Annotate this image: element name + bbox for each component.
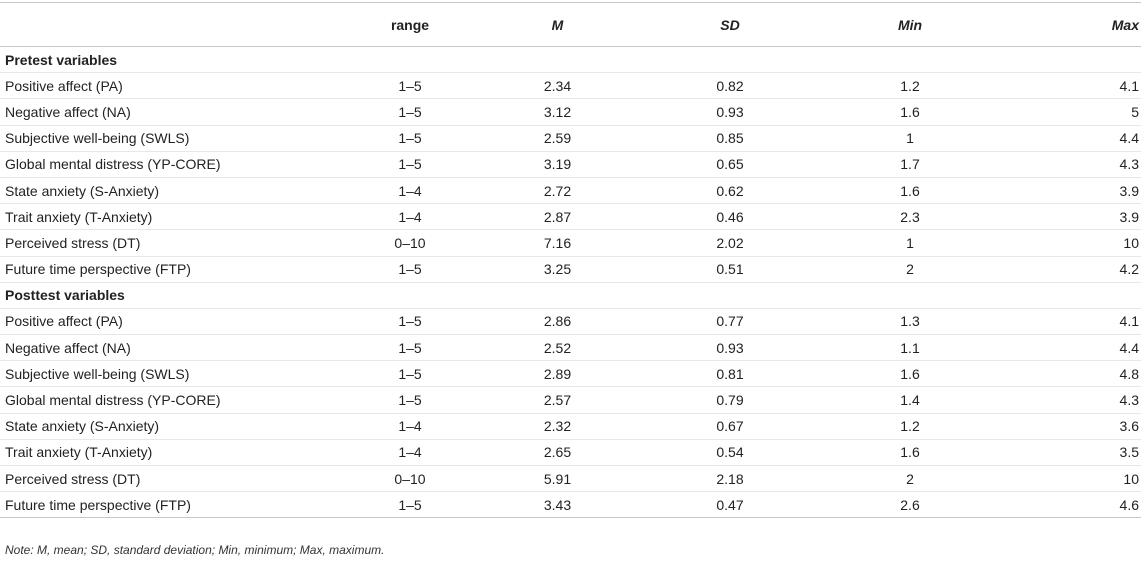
table-row bbox=[0, 151, 1141, 177]
variable-cell: Subjective well-being (SWLS) bbox=[0, 125, 345, 151]
min-cell: 1.2 bbox=[820, 413, 1000, 439]
sd-cell: 0.85 bbox=[640, 125, 820, 151]
range-cell: 0–10 bbox=[345, 466, 475, 492]
sd-cell: 2.02 bbox=[640, 230, 820, 256]
sd-cell: 0.77 bbox=[640, 308, 820, 334]
min-cell: 1.6 bbox=[820, 439, 1000, 465]
variable-cell: Perceived stress (DT) bbox=[0, 230, 345, 256]
table-row bbox=[0, 308, 1141, 334]
table-header bbox=[0, 3, 1141, 47]
max-cell: 4.3 bbox=[1000, 387, 1141, 413]
sd-cell: 0.47 bbox=[640, 492, 820, 518]
max-cell: 3.9 bbox=[1000, 204, 1141, 230]
table-row bbox=[0, 204, 1141, 230]
mean-cell: 2.89 bbox=[475, 361, 640, 387]
min-cell: 2 bbox=[820, 466, 1000, 492]
mean-cell: 3.12 bbox=[475, 99, 640, 125]
variable-cell: Future time perspective (FTP) bbox=[0, 492, 345, 518]
max-cell: 4.8 bbox=[1000, 361, 1141, 387]
table-row bbox=[0, 73, 1141, 99]
header-min: Min bbox=[820, 3, 1000, 47]
min-cell: 2 bbox=[820, 256, 1000, 282]
range-cell: 1–4 bbox=[345, 204, 475, 230]
variable-cell: Negative affect (NA) bbox=[0, 99, 345, 125]
range-cell: 1–5 bbox=[345, 256, 475, 282]
sd-cell: 0.46 bbox=[640, 204, 820, 230]
min-cell: 1 bbox=[820, 230, 1000, 256]
variable-cell: Global mental distress (YP-CORE) bbox=[0, 151, 345, 177]
header-mean: M bbox=[475, 3, 640, 47]
max-cell: 4.2 bbox=[1000, 256, 1141, 282]
range-cell: 1–5 bbox=[345, 73, 475, 99]
table-row bbox=[0, 387, 1141, 413]
mean-cell: 3.43 bbox=[475, 492, 640, 518]
min-cell: 1 bbox=[820, 125, 1000, 151]
min-cell: 1.6 bbox=[820, 361, 1000, 387]
table-row bbox=[0, 230, 1141, 256]
sd-cell: 0.62 bbox=[640, 177, 820, 203]
mean-cell: 2.52 bbox=[475, 335, 640, 361]
max-cell: 4.4 bbox=[1000, 335, 1141, 361]
range-cell: 1–5 bbox=[345, 151, 475, 177]
min-cell: 1.1 bbox=[820, 335, 1000, 361]
mean-cell: 7.16 bbox=[475, 230, 640, 256]
min-cell: 1.2 bbox=[820, 73, 1000, 99]
mean-cell: 2.57 bbox=[475, 387, 640, 413]
section-heading-row bbox=[0, 47, 1141, 73]
range-cell: 1–5 bbox=[345, 308, 475, 334]
sd-cell: 0.54 bbox=[640, 439, 820, 465]
min-cell: 1.3 bbox=[820, 308, 1000, 334]
variable-cell: Trait anxiety (T-Anxiety) bbox=[0, 204, 345, 230]
mean-cell: 2.34 bbox=[475, 73, 640, 99]
max-cell: 4.3 bbox=[1000, 151, 1141, 177]
table-row bbox=[0, 335, 1141, 361]
mean-cell: 3.25 bbox=[475, 256, 640, 282]
max-cell: 5 bbox=[1000, 99, 1141, 125]
table-row bbox=[0, 125, 1141, 151]
variable-cell: Positive affect (PA) bbox=[0, 73, 345, 99]
header-row bbox=[0, 3, 1141, 47]
max-cell: 3.9 bbox=[1000, 177, 1141, 203]
sd-cell: 0.82 bbox=[640, 73, 820, 99]
table-row bbox=[0, 256, 1141, 282]
range-cell: 1–5 bbox=[345, 361, 475, 387]
mean-cell: 2.72 bbox=[475, 177, 640, 203]
table-row bbox=[0, 99, 1141, 125]
min-cell: 1.4 bbox=[820, 387, 1000, 413]
range-cell: 1–4 bbox=[345, 439, 475, 465]
descriptive-statistics-table bbox=[0, 2, 1141, 518]
variable-cell: State anxiety (S-Anxiety) bbox=[0, 177, 345, 203]
sd-cell: 0.51 bbox=[640, 256, 820, 282]
max-cell: 4.1 bbox=[1000, 308, 1141, 334]
sd-cell: 0.65 bbox=[640, 151, 820, 177]
range-cell: 1–5 bbox=[345, 387, 475, 413]
section-title: Pretest variables bbox=[0, 47, 1141, 73]
variable-cell: Future time perspective (FTP) bbox=[0, 256, 345, 282]
min-cell: 1.6 bbox=[820, 177, 1000, 203]
header-range: range bbox=[345, 3, 475, 47]
range-cell: 1–5 bbox=[345, 335, 475, 361]
variable-cell: Global mental distress (YP-CORE) bbox=[0, 387, 345, 413]
header-max: Max bbox=[1000, 3, 1141, 47]
range-cell: 1–4 bbox=[345, 413, 475, 439]
table-row bbox=[0, 361, 1141, 387]
max-cell: 4.4 bbox=[1000, 125, 1141, 151]
range-cell: 1–5 bbox=[345, 492, 475, 518]
min-cell: 2.6 bbox=[820, 492, 1000, 518]
variable-cell: State anxiety (S-Anxiety) bbox=[0, 413, 345, 439]
max-cell: 3.6 bbox=[1000, 413, 1141, 439]
sd-cell: 0.93 bbox=[640, 335, 820, 361]
mean-cell: 2.86 bbox=[475, 308, 640, 334]
max-cell: 10 bbox=[1000, 230, 1141, 256]
range-cell: 1–5 bbox=[345, 99, 475, 125]
variable-cell: Trait anxiety (T-Anxiety) bbox=[0, 439, 345, 465]
mean-cell: 2.87 bbox=[475, 204, 640, 230]
max-cell: 4.1 bbox=[1000, 73, 1141, 99]
range-cell: 1–4 bbox=[345, 177, 475, 203]
min-cell: 1.7 bbox=[820, 151, 1000, 177]
sd-cell: 2.18 bbox=[640, 466, 820, 492]
variable-cell: Negative affect (NA) bbox=[0, 335, 345, 361]
variable-cell: Positive affect (PA) bbox=[0, 308, 345, 334]
section-heading-row bbox=[0, 282, 1141, 308]
mean-cell: 2.59 bbox=[475, 125, 640, 151]
min-cell: 2.3 bbox=[820, 204, 1000, 230]
header-sd: SD bbox=[640, 3, 820, 47]
table-row bbox=[0, 177, 1141, 203]
mean-cell: 2.32 bbox=[475, 413, 640, 439]
table-row bbox=[0, 466, 1141, 492]
mean-cell: 3.19 bbox=[475, 151, 640, 177]
sd-cell: 0.67 bbox=[640, 413, 820, 439]
max-cell: 4.6 bbox=[1000, 492, 1141, 518]
header-variable bbox=[0, 3, 345, 47]
range-cell: 0–10 bbox=[345, 230, 475, 256]
table-row bbox=[0, 413, 1141, 439]
table-row bbox=[0, 439, 1141, 465]
mean-cell: 5.91 bbox=[475, 466, 640, 492]
sd-cell: 0.81 bbox=[640, 361, 820, 387]
min-cell: 1.6 bbox=[820, 99, 1000, 125]
max-cell: 3.5 bbox=[1000, 439, 1141, 465]
variable-cell: Perceived stress (DT) bbox=[0, 466, 345, 492]
sd-cell: 0.93 bbox=[640, 99, 820, 125]
range-cell: 1–5 bbox=[345, 125, 475, 151]
section-title: Posttest variables bbox=[0, 282, 1141, 308]
table-body bbox=[0, 47, 1141, 518]
max-cell: 10 bbox=[1000, 466, 1141, 492]
variable-cell: Subjective well-being (SWLS) bbox=[0, 361, 345, 387]
mean-cell: 2.65 bbox=[475, 439, 640, 465]
sd-cell: 0.79 bbox=[640, 387, 820, 413]
table-note: Note: M, mean; SD, standard deviation; Min, minimum; Max, maximum. bbox=[5, 543, 385, 557]
table-row bbox=[0, 492, 1141, 518]
